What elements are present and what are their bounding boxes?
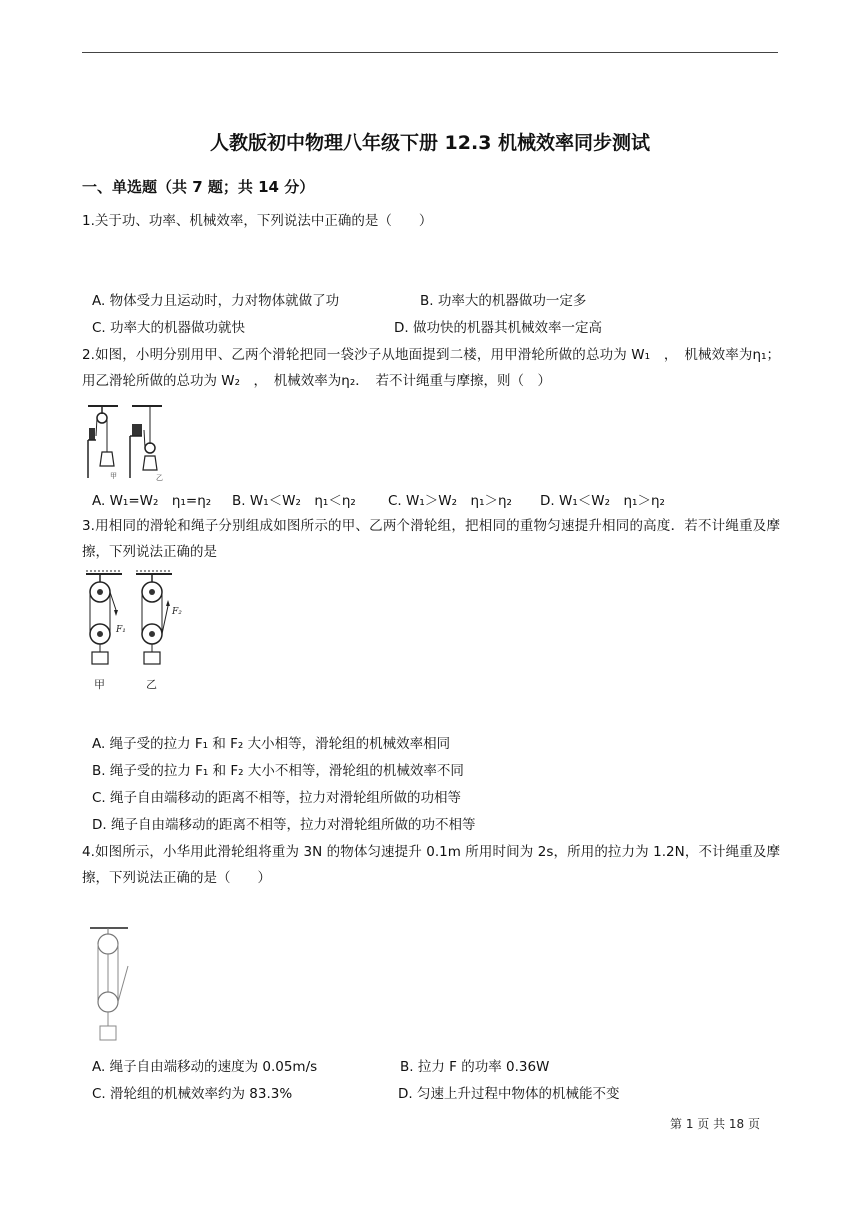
q4-stem: 4.如图所示，小华用此滑轮组将重为 3N 的物体匀速提升 0.1m 所用时间为 2s，所用的拉力为 1.2N，不计绳重及摩擦，下列说法正确的是（ ） — [82, 844, 780, 886]
q3-pulley-figure — [84, 570, 194, 696]
label-yi: 乙 — [156, 474, 163, 482]
q3-option-c: C. 绳子自由端移动的距离不相等，拉力对滑轮组所做的功相等 — [92, 790, 462, 806]
label-f2: F₂ — [172, 607, 182, 617]
q1-option-a: A. 物体受力且运动时，力对物体就做了功 — [92, 293, 340, 309]
q4-option-c: C. 滑轮组的机械效率约为 83.3% — [92, 1086, 293, 1102]
q1-option-c: C. 功率大的机器做功就快 — [92, 320, 246, 336]
q1-option-d: D. 做功快的机器其机械效率一定高 — [394, 320, 602, 336]
label-f1: F₁ — [116, 625, 126, 635]
q3-option-b: B. 绳子受的拉力 F₁ 和 F₂ 大小不相等，滑轮组的机械效率不同 — [92, 763, 464, 779]
header-rule — [82, 52, 778, 53]
page-title: 人教版初中物理八年级下册 12.3 机械效率同步测试 — [209, 132, 651, 154]
label-yi: 乙 — [146, 678, 157, 691]
section-heading: 一、单选题（共 7 题；共 14 分） — [82, 178, 315, 196]
q4-option-b: B. 拉力 F 的功率 0.36W — [400, 1059, 550, 1075]
q4-pulley-figure — [84, 922, 140, 1050]
q4-option-a: A. 绳子自由端移动的速度为 0.05m/s — [92, 1059, 318, 1075]
label-jia: 甲 — [110, 472, 117, 480]
label-jia: 甲 — [94, 678, 105, 691]
q1-option-b: B. 功率大的机器做功一定多 — [420, 293, 587, 309]
q1-stem: 1.关于功、功率、机械效率，下列说法中正确的是（ ） — [82, 213, 433, 229]
q4-option-d: D. 匀速上升过程中物体的机械能不变 — [398, 1086, 620, 1102]
page-footer: 第 1 页 共 18 页 — [670, 1117, 760, 1131]
q2-pulley-figure — [86, 400, 168, 482]
q3-option-a: A. 绳子受的拉力 F₁ 和 F₂ 大小相等，滑轮组的机械效率相同 — [92, 736, 451, 752]
q2-option-d: D. W₁＜W₂ η₁＞η₂ — [540, 493, 665, 509]
q2-stem: 2.如图，小明分别用甲、乙两个滑轮把同一袋沙子从地面提到二楼，用甲滑轮所做的总功为 W₁ ， 机械效率为η₁；用乙滑轮所做的总功为 W₂ ， 机械效率为η₂． 若不计绳重与摩擦，则（ ） — [82, 347, 780, 389]
q2-option-c: C. W₁＞W₂ η₁＞η₂ — [388, 493, 512, 509]
q3-option-d: D. 绳子自由端移动的距离不相等，拉力对滑轮组所做的功不相等 — [92, 817, 476, 833]
q2-option-a: A. W₁=W₂ η₁=η₂ — [92, 493, 212, 509]
q3-stem: 3.用相同的滑轮和绳子分别组成如图所示的甲、乙两个滑轮组，把相同的重物匀速提升相同的高度．若不计绳重及摩擦，下列说法正确的是 — [82, 518, 780, 560]
q2-option-b: B. W₁＜W₂ η₁＜η₂ — [232, 493, 356, 509]
